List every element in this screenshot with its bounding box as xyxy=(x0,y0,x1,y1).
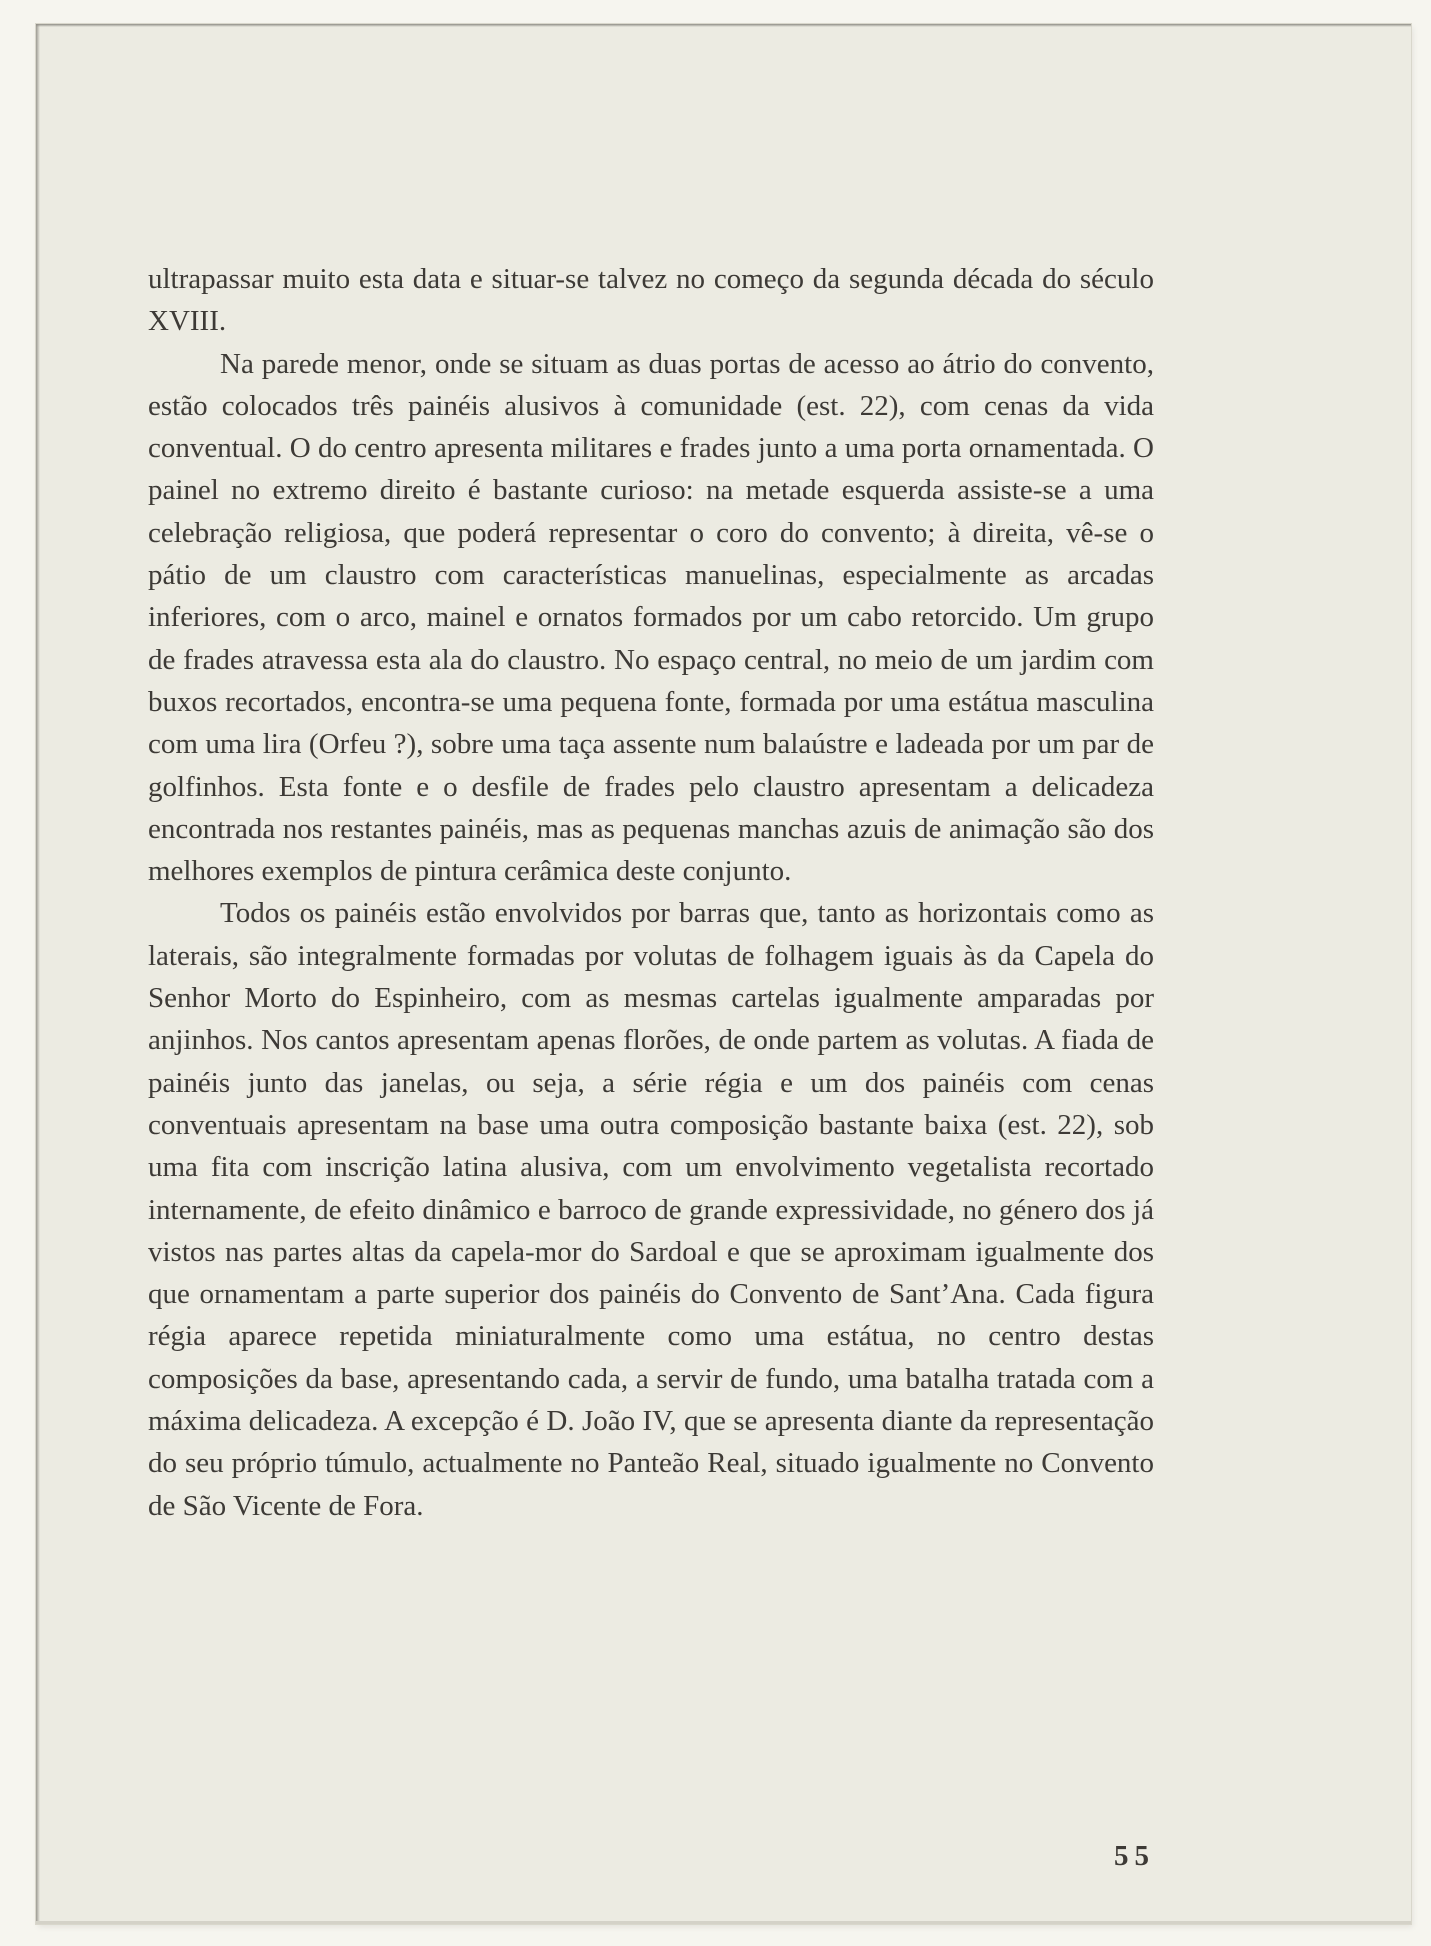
paragraph-1: ultrapassar muito esta data e situar-se talvez no começo da segunda década do século XVIII. xyxy=(148,263,1154,338)
paper-bottom-edge xyxy=(36,1921,1411,1924)
paper-left-edge xyxy=(36,24,40,1924)
paper-top-edge xyxy=(36,24,1411,27)
paragraph-3: Todos os painéis estão envolvidos por barras que, tanto as horizontais como as laterais, são integralmente formadas por volutas de folhagem iguais às da Capela do Senhor Morto do Espinheiro, com as mesmas cartelas igualmente amparadas por anjinhos. Nos cantos apresentam apenas florões, de onde partem as volutas. A fiada de painéis junto das janelas, ou seja, a série régia e um dos painéis com cenas conventuais apresentam na base uma outra composição bastante baixa (est. 22), sob uma fita com inscrição latina alusiva, com um envolvimento vegetalista recortado internamente, de efeito dinâmico e barroco de grande expressividade, no género dos já vistos nas partes altas da capela-mor do Sardoal e que se aproximam igualmente dos que ornamentam a parte superior dos painéis do Convento de Sant’Ana. Cada figura régia aparece repetida miniaturalmente como uma estátua, no centro destas composições da base, apresentando cada, a servir de fundo, uma batalha tratada com a máxima delicadeza. A excepção é D. João IV, que se apresenta diante da representação do seu próprio túmulo, actualmente no Panteão Real, situado igualmente no Convento de São Vicente de Fora. xyxy=(148,897,1154,1522)
paragraph-2: Na parede menor, onde se situam as duas portas de acesso ao átrio do convento, estão colocados três painéis alusivos à comunidade (est. 22), com cenas da vida conventual. O do centro apresenta militares e frades junto a uma porta ornamentada. O painel no extremo direito é bastante curioso: na metade esquerda assiste-se a uma celebração religiosa, que poderá representar o coro do convento; à direita, vê-se o pátio de um claustro com características manuelinas, especialmente as arcadas inferiores, com o arco, mainel e ornatos formados por um cabo retorcido. Um grupo de frades atravessa esta ala do claustro. No espaço central, no meio de um jardim com buxos recortados, encontra-se uma pequena fonte, formada por uma estátua masculina com uma lira (Orfeu ?), sobre uma taça assente num balaústre e ladeada por um par de golfinhos. Esta fonte e o desfile de frades pelo claustro apresentam a delicadeza encontrada nos restantes painéis, mas as pequenas manchas azuis de animação são dos melhores exemplos de pintura cerâmica deste conjunto. xyxy=(148,347,1154,888)
body-text xyxy=(148,258,1154,1527)
page-number: 55 xyxy=(1114,1840,1155,1872)
